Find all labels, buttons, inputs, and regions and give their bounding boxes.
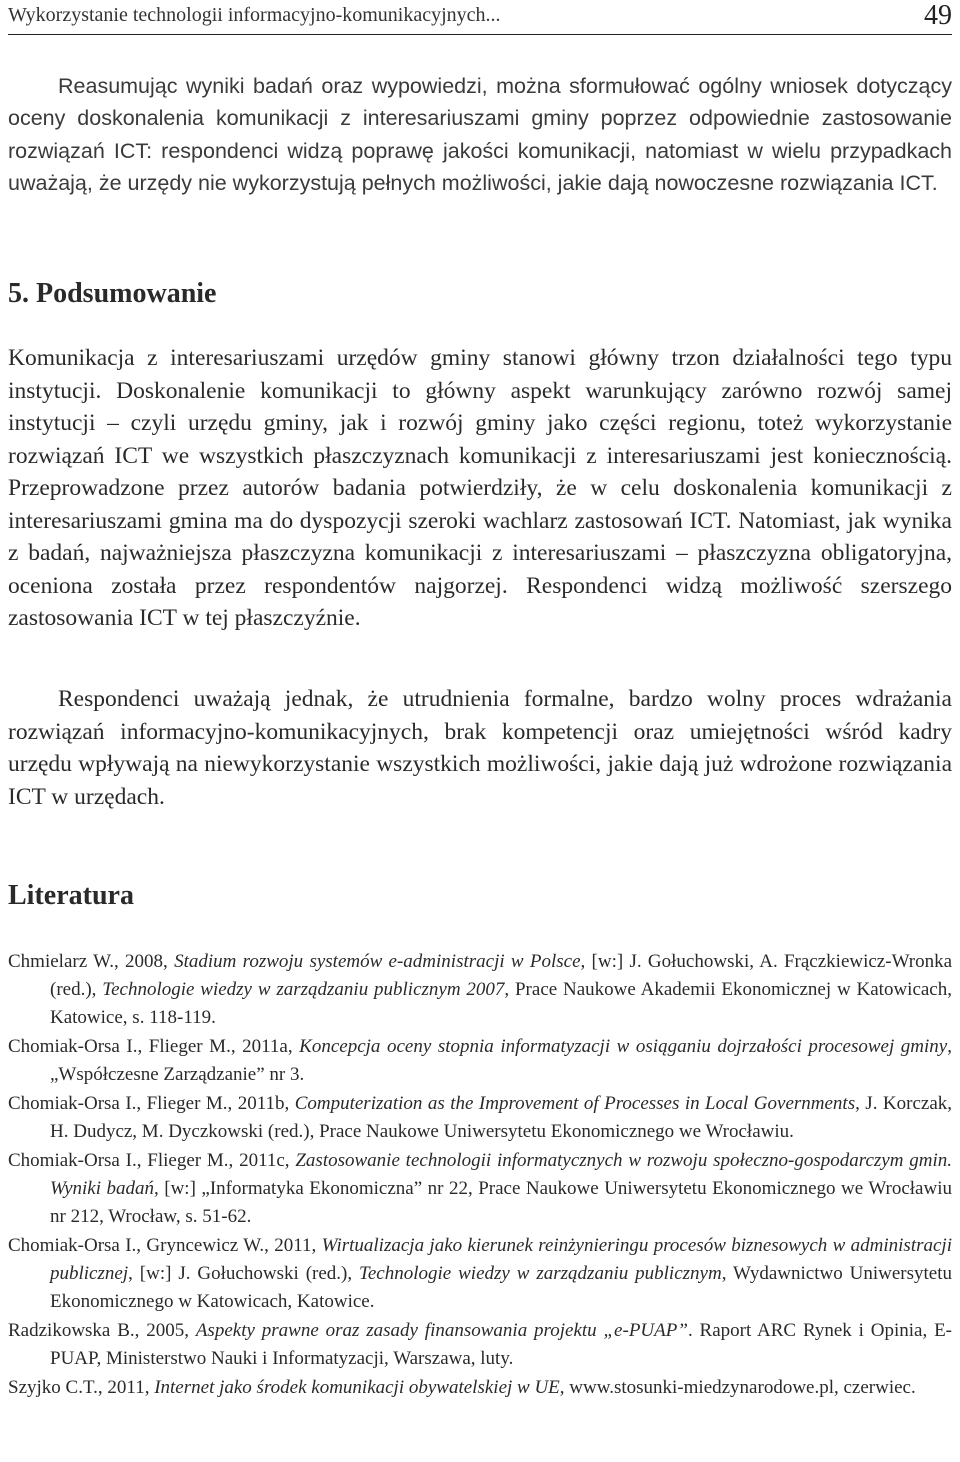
section-heading: 5. Podsumowanie [8, 278, 217, 309]
summary-paragraph-2: Respondenci uważają jednak, że utrudnienia formalne, bardzo wolny proces wdrażania rozwiązań informacyjno-komunikacyjnych, brak kompetencji oraz umiejętności wśród kadry urzędu wpływają na niewykorzystanie wszystkich możliwości, jakie dają już wdrożone rozwiązania ICT w urzędach. [8, 686, 952, 810]
intro-paragraph: Reasumując wyniki badań oraz wypowiedzi, można sformułować ogólny wniosek dotyczący oceny doskonalenia komunikacji z interesariuszami gminy poprzez odpowiednie zastosowanie rozwiązań ICT: respondenci widzą poprawę jakości komunikacji, natomiast w wielu przypadkach uważają, że urzędy nie wykorzystują pełnych możliwości, jakie dają nowoczesne rozwiązania ICT. [8, 74, 952, 195]
reference-item: Radzikowska B., 2005, Aspekty prawne oraz zasady finansowania projektu „e-PUAP”. Raport ARC Rynek i Opinia, E-PUAP, Ministerstwo Nauki i Informatyzacji, Warszawa, luty. [8, 1320, 952, 1370]
reference-item: Chomiak-Orsa I., Flieger M., 2011c, Zastosowanie technologii informatycznych w rozwoju społeczno-gospodarczym gmin. Wyniki badań, [w:] „Informatyka Ekonomiczna” nr 22, Prace Naukowe Uniwersytetu Ekonomicznego we Wrocławiu nr 212, Wrocław, s. 51-62. [8, 1149, 952, 1228]
reference-item: Chomiak-Orsa I., Flieger M., 2011b, Computerization as the Improvement of Processes in Local Governments, J. Korczak, H. Dudycz, M. Dyczkowski (red.), Prace Naukowe Uniwersytetu Ekonomicznego we Wrocławiu. [8, 1093, 953, 1143]
reference-item: Chomiak-Orsa I., Gryncewicz W., 2011, Wirtualizacja jako kierunek reinżynieringu procesów biznesowych w administracji publicznej, [w:] J. Gołuchowski (red.), Technologie wiedzy w zarządzaniu publicznym, Wydawnictwo Uniwersytetu Ekonomicznego w Katowicach, Katowice. [8, 1235, 952, 1313]
running-header-title: Wykorzystanie technologii informacyjno-komunikacyjnych... [8, 4, 501, 26]
reference-item: Chomiak-Orsa I., Flieger M., 2011a, Koncepcja oceny stopnia informatyzacji w osiąganiu dojrzałości procesowej gminy, „Współczesne Zarządzanie” nr 3. [8, 1036, 952, 1086]
running-header [8, 0, 952, 35]
literature-heading: Literatura [8, 880, 134, 911]
page-number: 49 [924, 0, 952, 31]
reference-item: Szyjko C.T., 2011, Internet jako środek komunikacji obywatelskiej w UE, www.stosunki-miedzynarodowe.pl, czerwiec. [8, 1377, 916, 1399]
reference-list [8, 948, 952, 1403]
reference-item: Chmielarz W., 2008, Stadium rozwoju systemów e-administracji w Polsce, [w:] J. Gołuchowski, A. Frączkiewicz-Wronka (red.), Technologie wiedzy w zarządzaniu publicznym 2007, Prace Naukowe Akademii Ekonomicznej w Katowicach, Katowice, s. 118-119. [8, 951, 952, 1029]
summary-paragraph-1: Komunikacja z interesariuszami urzędów gminy stanowi główny trzon działalności tego typu instytucji. Doskonalenie komunikacji to główny aspekt warunkujący zarówno rozwój samej instytucji – czyli urzędu gminy, jak i rozwój gminy jako części regionu, toteż wykorzystanie rozwiązań ICT we wszystkich płaszczyznach komunikacji z interesariuszami jest koniecznością. Przeprowadzone przez autorów badania potwierdziły, że w celu doskonalenia komunikacji z interesariuszami gmina ma do dyspozycji szeroki wachlarz zastosowań ICT. Natomiast, jak wynika z badań, najważniejsza płaszczyzna komunikacji z interesariuszami – płaszczyzna obligatoryjna, oceniona została przez respondentów najgorzej. Respondenci widzą możliwość szerszego zastosowania ICT w tej płaszczyźnie. [8, 345, 952, 631]
